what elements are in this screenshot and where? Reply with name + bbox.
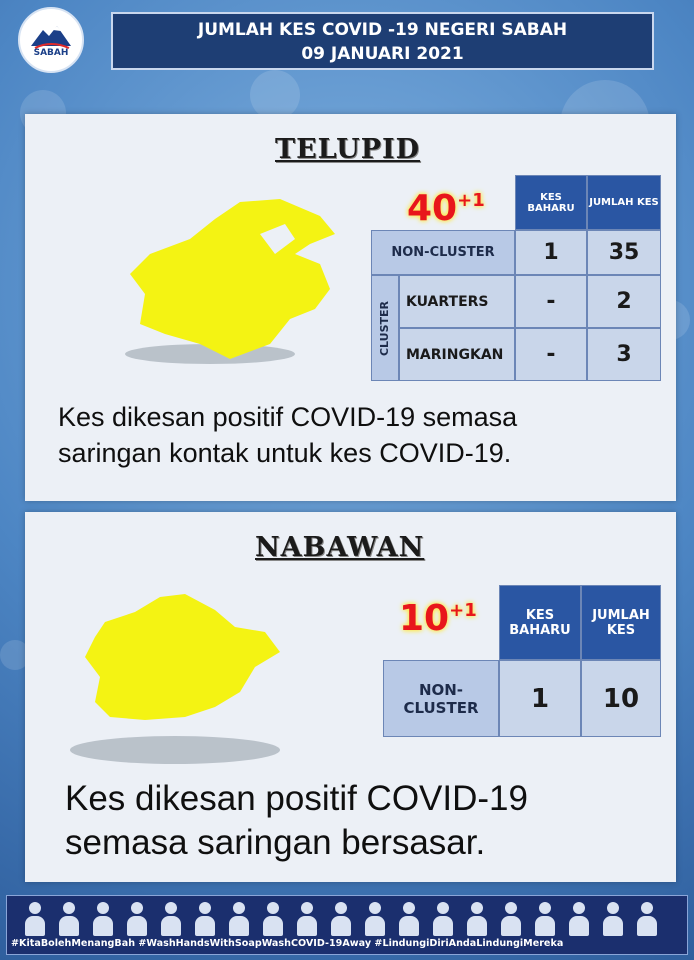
total-value: 10: [399, 598, 450, 639]
person-icon: [25, 902, 45, 938]
person-icon: [263, 902, 283, 938]
total-new-value: +1: [457, 190, 485, 211]
person-icon: [535, 902, 555, 938]
cluster-label-cell: [371, 275, 399, 381]
description: [65, 777, 528, 865]
person-icon: [569, 902, 589, 938]
person-icon: [59, 902, 79, 938]
page-title: JUMLAH KES COVID -19 NEGERI SABAH: [197, 20, 568, 40]
person-icon: [399, 902, 419, 938]
header-banner: [111, 12, 654, 70]
description-line: saringan kontak untuk kes COVID-19.: [58, 438, 512, 468]
person-icon: [229, 902, 249, 938]
sabah-logo: [18, 7, 84, 73]
row-total: 2: [587, 275, 661, 328]
district-title: NABAWAN: [255, 532, 425, 563]
row-new: -: [515, 328, 587, 381]
person-icon: [161, 902, 181, 938]
telupid-panel: [25, 114, 676, 501]
person-icon: [433, 902, 453, 938]
district-title: TELUPID: [275, 134, 421, 165]
nabawan-map: [65, 582, 305, 772]
row-total: 10: [581, 660, 661, 737]
row-total: 3: [587, 328, 661, 381]
row-label: NON-CLUSTER: [383, 660, 499, 737]
total-cases: [407, 188, 485, 229]
col-header-total: JUMLAH KES: [581, 585, 661, 660]
description-line: Kes dikesan positif COVID-19 semasa: [58, 402, 518, 432]
row-new: 1: [499, 660, 581, 737]
description: [58, 399, 517, 471]
col-header-total: JUMLAH KES: [587, 175, 661, 230]
col-header-new: KES BAHARU: [515, 175, 587, 230]
footer-banner: [6, 895, 688, 955]
person-icon: [501, 902, 521, 938]
row-new: 1: [515, 230, 587, 275]
person-icon: [93, 902, 113, 938]
person-icon: [331, 902, 351, 938]
telupid-map: [120, 194, 360, 369]
nabawan-panel: [25, 512, 676, 882]
description-line: Kes dikesan positif COVID-19: [65, 779, 528, 818]
person-icon: [637, 902, 657, 938]
description-line: semasa saringan bersasar.: [65, 823, 486, 862]
total-new-value: +1: [449, 600, 477, 621]
row-label: KUARTERS: [399, 275, 515, 328]
person-icon: [467, 902, 487, 938]
person-icon: [127, 902, 147, 938]
person-icon: [603, 902, 623, 938]
page-date: 09 JANUARI 2021: [301, 44, 464, 64]
total-value: 40: [407, 188, 458, 229]
logo-text: SABAH: [33, 48, 69, 58]
col-header-new: KES BAHARU: [499, 585, 581, 660]
mountain-icon: [29, 22, 73, 50]
cluster-label: CLUSTER: [378, 300, 392, 356]
hashtags: #KitaBolehMenangBah #WashHandsWithSoapWashCOVID-19Away #LindungiDiriAndaLindungiMereka: [11, 938, 564, 949]
person-icon: [195, 902, 215, 938]
person-icon: [365, 902, 385, 938]
row-label: MARINGKAN: [399, 328, 515, 381]
person-icon: [297, 902, 317, 938]
total-cases: [399, 598, 477, 639]
virus-decoration: [250, 70, 300, 120]
row-total: 35: [587, 230, 661, 275]
row-new: -: [515, 275, 587, 328]
row-label: NON-CLUSTER: [371, 230, 515, 275]
